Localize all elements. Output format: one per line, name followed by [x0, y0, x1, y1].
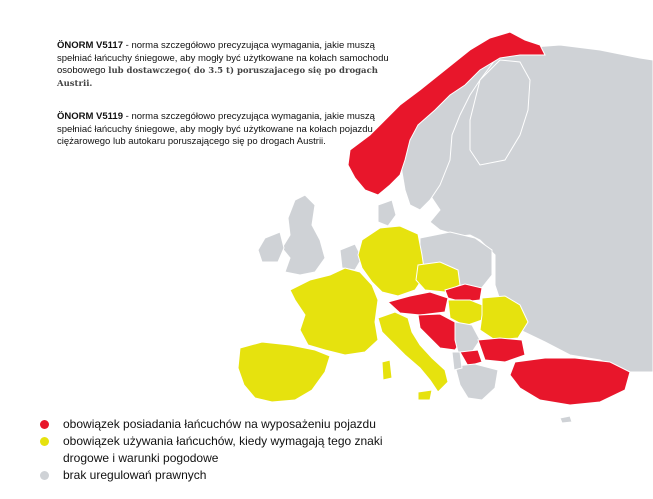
region-yellow-sicily: [418, 390, 432, 400]
region-red-bulgaria: [478, 338, 525, 362]
map-legend: [40, 416, 383, 484]
legend-label-mandatory-carry: obowiązek posiadania łańcuchów na wyposażeniu pojazdu: [63, 417, 376, 431]
region-yellow-iberia: [238, 342, 330, 402]
region-grey-denmark: [378, 200, 396, 226]
legend-item-mandatory-use: [40, 433, 383, 450]
region-grey-ireland: [258, 232, 284, 262]
region-grey-cyprus: [560, 416, 572, 423]
region-yellow-france: [290, 268, 378, 355]
region-grey-uk: [282, 195, 325, 275]
legend-item-no-regulation: [40, 467, 383, 484]
standard-v5119-description: [57, 111, 407, 149]
legend-label-mandatory-use-cont: drogowe i warunki pogodowe: [63, 451, 219, 465]
legend-dot-red: [40, 420, 49, 429]
region-grey-greece: [455, 364, 498, 400]
legend-item-mandatory-carry: [40, 416, 383, 433]
region-red-turkey: [510, 358, 630, 405]
standard-v5119-text: - norma szczegółowo precyzująca wymagania, jakie muszą spełniać łańcuchy śniegowe, aby mogły być użytkowane na kołach pojazdu ciężarowego lub autokaru poruszającego się po drogach Austrii.: [57, 111, 375, 147]
legend-label-no-regulation: brak uregulowań prawnych: [63, 468, 207, 482]
standard-v5117-code: ÖNORM V5117: [57, 40, 123, 51]
region-yellow-sardinia: [382, 360, 392, 380]
standard-v5117-text-tail: lub dostawczego( do 3.5 t) poruszajacego się po drogach Austrii.: [57, 66, 378, 89]
region-red-macedonia: [460, 350, 482, 366]
legend-label-mandatory-use: obowiązek używania łańcuchów, kiedy wymagają tego znaki: [63, 434, 383, 448]
legend-dot-yellow: [40, 437, 49, 446]
region-grey-serbia: [455, 322, 480, 352]
standard-v5117-description: [57, 40, 407, 90]
region-grey-albania: [452, 352, 462, 370]
standard-v5119-code: ÖNORM V5119: [57, 111, 123, 122]
standard-v5117-text: - norma szczegółowo precyzująca wymagania, jakie muszą spełniać łańcuchy śniegowe, aby mogły być użytkowane na kołach samochodu osobowego: [57, 40, 389, 76]
legend-dot-grey: [40, 471, 49, 480]
